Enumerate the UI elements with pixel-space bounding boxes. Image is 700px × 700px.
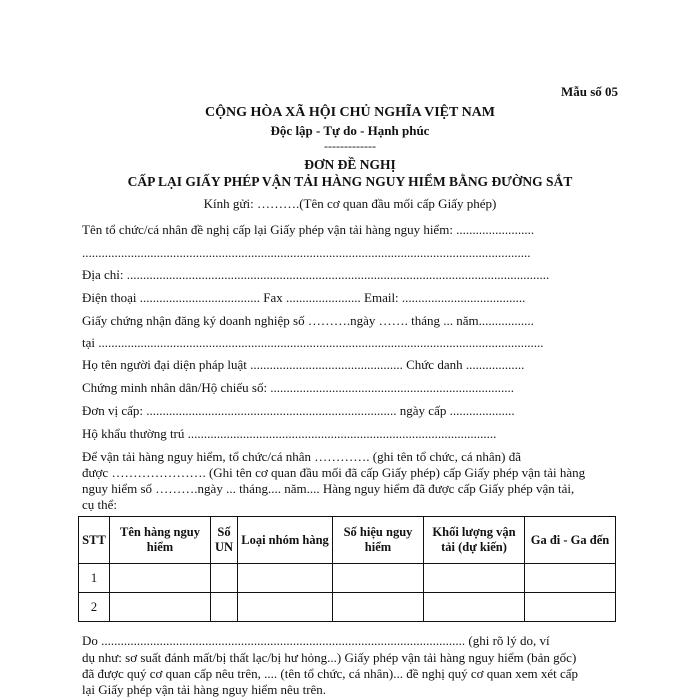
table-cell <box>424 564 525 593</box>
table-cell <box>525 564 616 593</box>
id-card-line: Chứng minh nhân dân/Hộ chiếu số: ........................................................................... <box>82 380 515 395</box>
table-cell <box>211 564 238 593</box>
issued-by-line: Đơn vị cấp: ............................................................................. ngày cấp .................... <box>82 403 515 418</box>
form-title: ĐƠN ĐỀ NGHỊ <box>304 157 396 172</box>
paragraph-line: nguy hiểm số ……….ngày ... tháng.... năm.... Hàng nguy hiểm đã được cấp Giấy phép vận tải, <box>82 481 575 496</box>
paragraph-line: lại Giấy phép vận tải hàng nguy hiểm nêu trên. <box>82 682 327 697</box>
column-header-goods-name: Tên hàng nguy hiểm <box>110 517 211 564</box>
header-divider: ------------- <box>324 139 376 153</box>
dangerous-goods-table <box>78 516 616 622</box>
column-header-un-number: Số UN <box>211 517 238 564</box>
paragraph-line: Để vận tải hàng nguy hiểm, tổ chức/cá nhân …………. (ghi tên tổ chức, cá nhân) đã <box>82 449 521 464</box>
column-header-goods-group: Loại nhóm hàng <box>238 517 333 564</box>
table-header-row <box>79 517 616 564</box>
paragraph-line: dụ như: sơ suất đánh mất/bị thất lạc/bị hư hỏng...) Giấy phép vận tải hàng nguy hiểm (bản gốc) <box>82 650 577 665</box>
form-number: Mẫu số 05 <box>560 84 618 99</box>
paragraph-line: Do ................................................................................................................ (ghi rõ lý do, ví <box>82 633 550 648</box>
business-cert-line: Giấy chứng nhận đăng ký doanh nghiệp số ……….ngày ……. tháng ... năm................. <box>82 313 534 328</box>
table-cell: 1 <box>79 564 110 593</box>
table-cell <box>211 593 238 622</box>
column-header-stt: STT <box>79 517 110 564</box>
paragraph-line: được …………………. (Ghi tên cơ quan đầu mối đã cấp Giấy phép) cấp Giấy phép vận tải hàng <box>82 465 586 480</box>
org-name-continuation: .......................................................................................................................................... <box>82 245 531 260</box>
addressee-line: Kính gửi: ……….(Tên cơ quan đầu mối cấp Giấy phép) <box>203 196 497 211</box>
representative-line: Họ tên người đại diện pháp luật ............................................... Chức danh .................. <box>82 357 525 372</box>
column-header-stations: Ga đi - Ga đến <box>525 517 616 564</box>
table-cell <box>333 593 424 622</box>
paragraph-line: cụ thể: <box>82 497 118 512</box>
table-cell: 2 <box>79 593 110 622</box>
paragraph-line: đã được quý cơ quan cấp nêu trên, .... (tên tổ chức, cá nhân)... đề nghị quý cơ quan xem xét cấp <box>82 666 579 681</box>
org-name-line: Tên tổ chức/cá nhân đề nghị cấp lại Giấy phép vận tải hàng nguy hiểm: ........................ <box>82 222 535 237</box>
column-header-hazard-number: Số hiệu nguy hiểm <box>333 517 424 564</box>
table-row <box>79 593 616 622</box>
table-row <box>79 564 616 593</box>
table-cell <box>238 593 333 622</box>
table-cell <box>333 564 424 593</box>
table-cell <box>110 564 211 593</box>
contact-line: Điện thoại ..................................... Fax ....................... Email: ...................................... <box>82 290 526 305</box>
form-subtitle: CẤP LẠI GIẤY PHÉP VẬN TẢI HÀNG NGUY HIỂM BẰNG ĐƯỜNG SẮT <box>127 174 573 189</box>
table-cell <box>238 564 333 593</box>
national-motto: Độc lập - Tự do - Hạnh phúc <box>270 123 430 138</box>
table-cell <box>110 593 211 622</box>
address-line: Địa chỉ: .................................................................................................................................. <box>82 267 550 282</box>
residence-line: Hộ khẩu thường trú ............................................................................................... <box>82 426 497 441</box>
cert-place-line: tại ......................................................................................................................................... <box>82 335 544 350</box>
table-cell <box>525 593 616 622</box>
column-header-volume: Khối lượng vận tải (dự kiến) <box>424 517 525 564</box>
table-cell <box>424 593 525 622</box>
country-name: CỘNG HÒA XÃ HỘI CHỦ NGHĨA VIỆT NAM <box>204 105 495 120</box>
